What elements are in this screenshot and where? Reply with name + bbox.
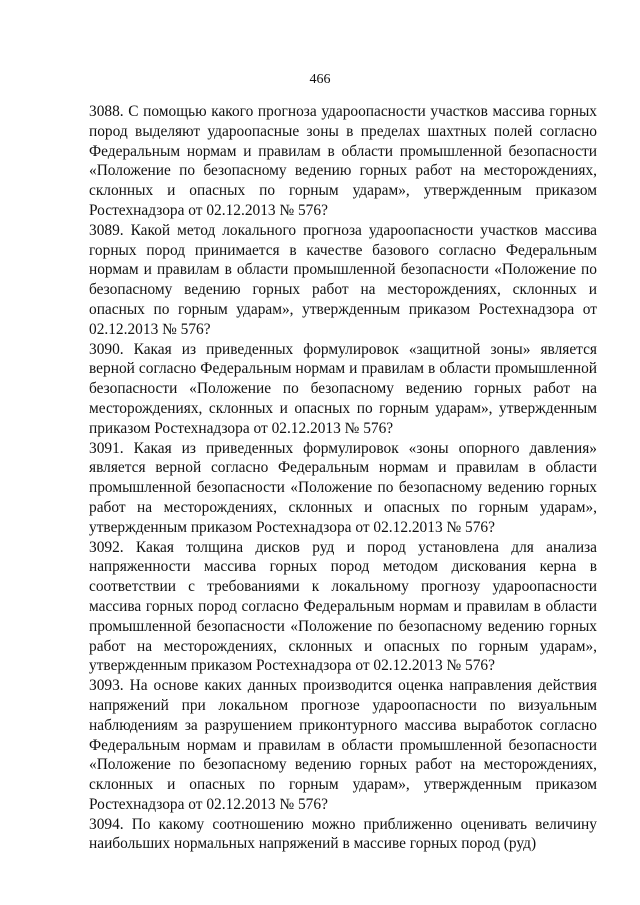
question-3090: 3090. Какая из приведенных формулировок «защитной зоны» является верной согласно Федеральным нормам и правилам в области промышленной безопасности «Положение по безопасному ведению горных работ на месторождениях, склонных и опасных по горным ударам», утвержденным приказом Ростехнадзора от 02.12.2013 № 576? (89, 340, 597, 437)
question-3088: 3088. С помощью какого прогноза удароопасности участков массива горных пород выделяют удароопасные зоны в пределах шахтных полей согласно Федеральным нормам и правилам в области промышленной безопасности «Положение по безопасному ведению горных работ на месторождениях, склонных и опасных по горным ударам», утвержденным приказом Ростехнадзора от 02.12.2013 № 576? (89, 103, 597, 219)
question-3093: 3093. На основе каких данных производится оценка направления действия напряжений при локальном прогнозе удароопасности по визуальным наблюдениям за разрушением приконтурного массива выработок согласно Федеральным нормам и правилам в области промышленной безопасности «Положение по безопасному ведению горных работ на месторождениях, склонных и опасных по горным ударам», утвержденным приказом Ростехнадзора от 02.12.2013 № 576? (89, 677, 597, 813)
question-3092: 3092. Какая толщина дисков руд и пород установлена для анализа напряженности массива горных пород методом дискования керна в соответствии с требованиями к локальному прогнозу удароопасности массива горных пород согласно Федеральным нормам и правилам в области промышленной безопасности «Положение по безопасному ведению горных работ на месторождениях, склонных и опасных по горным ударам», утвержденным приказом Ростехнадзора от 02.12.2013 № 576? (89, 538, 597, 675)
page-number: 466 (309, 72, 331, 87)
question-3094: 3094. По какому соотношению можно приближенно оценивать величину наибольших нормальных напряжений в массиве горных пород (руд) (89, 815, 597, 853)
question-list (89, 102, 597, 854)
question-3091: 3091. Какая из приведенных формулировок «зоны опорного давления» является верной согласно Федеральным нормам и правилам в области промышленной безопасности «Положение по безопасному ведению горных работ на месторождениях, склонных и опасных по горным ударам», утвержденным приказом Ростехнадзора от 02.12.2013 № 576? (89, 439, 597, 536)
question-3089: 3089. Какой метод локального прогноза удароопасности участков массива горных пород принимается в качестве базового согласно Федеральным нормам и правилам в области промышленной безопасности «Положение по безопасному ведению горных работ на месторождениях, склонных и опасных по горным ударам», утвержденным приказом Ростехнадзора от 02.12.2013 № 576? (89, 221, 597, 338)
